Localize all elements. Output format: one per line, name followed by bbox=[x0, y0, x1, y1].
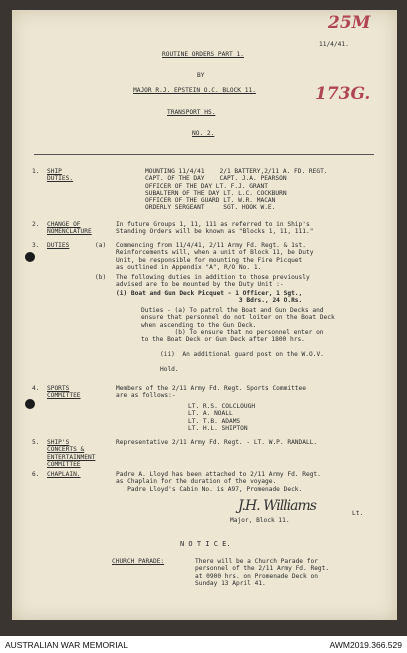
section-3a-label: (a) bbox=[95, 242, 107, 249]
section-2-heading: CHANGE OF NOMENCLATURE bbox=[47, 221, 92, 236]
section-1-heading: SHIP DUTIES. bbox=[47, 168, 74, 183]
section-1-number: 1. bbox=[32, 168, 40, 175]
notice-heading: N O T I C E. bbox=[180, 540, 231, 548]
handwritten-reference: 173G. bbox=[315, 84, 371, 104]
order-date: 11/4/41. bbox=[319, 41, 349, 48]
section-2-number: 2. bbox=[32, 221, 40, 228]
binder-hole-bottom bbox=[25, 399, 35, 409]
section-5-number: 5. bbox=[32, 439, 40, 446]
section-5-body: Representative 2/11 Army Fd. Regt. - LT. W.P. RANDALL. bbox=[116, 439, 318, 446]
church-parade-body: There will be a Church Parade for personnel of the 2/11 Army Fd. Regt. at 0900 hrs. on Promenade Deck on Sunday 13 April 41. bbox=[195, 558, 330, 587]
by-line: BY bbox=[197, 72, 205, 79]
document-title: ROUTINE ORDERS PART 1. bbox=[162, 51, 244, 58]
section-6-heading: CHAPLAIN. bbox=[47, 471, 81, 478]
commander-line: MAJOR R.J. EPSTEIN O.C. BLOCK 11. bbox=[133, 87, 256, 94]
sports-committee-members: LT. R.S. COLCLOUGH LT. A. NOALL LT. T.B. ADAMS LT. H.L. SHIPTON bbox=[188, 403, 256, 432]
section-4-body: Members of the 2/11 Army Fd. Regt. Sports Committee are as follows:- bbox=[116, 385, 306, 400]
section-3-heading: DUTIES bbox=[47, 242, 70, 249]
section-3b-body: The following duties in addition to those previously advised are to be mounted by the Duty Unit :- bbox=[116, 274, 310, 289]
order-number: NO. 2. bbox=[192, 130, 215, 137]
handwritten-number: 25M bbox=[328, 13, 371, 33]
signatory-title: Major, Block 11. bbox=[230, 517, 290, 524]
section-3-number: 3. bbox=[32, 242, 40, 249]
section-4-heading: SPORTS COMMITTEE bbox=[47, 385, 81, 400]
archive-reference: AWM2019.366.529 bbox=[329, 639, 402, 650]
signature-suffix: Lt. bbox=[352, 510, 364, 517]
section-6-number: 6. bbox=[32, 471, 40, 478]
section-3a-body: Commencing from 11/4/41, 2/11 Army Fd. Regt. & 1st. Reinforcements will, when a unit of Block 11, be Duty Unit, be responsible for mounting the Fire Picquet as outlined in Appendix "A", R/O No. 1. bbox=[116, 242, 314, 271]
section-6-body: Padre A. Lloyd has been attached to 2/11 Army Fd. Regt. as Chaplain for the duration of the voyage. Padre Lloyd's Cabin No. is A97, Promenade Deck. bbox=[116, 471, 321, 493]
section-2-body: In future Groups 1, 11, 111 as referred to in Ship's Standing Orders will be known as "Blocks 1, 11, 111." bbox=[116, 221, 314, 236]
section-3-additional-guard: (ii) An additional guard post on the W.O.V. Hold. bbox=[160, 351, 324, 373]
section-4-number: 4. bbox=[32, 385, 40, 392]
section-5-heading: SHIP'S CONCERTS & ENTERTAINMENT COMMITTEE bbox=[47, 439, 96, 468]
binder-hole-top bbox=[25, 252, 35, 262]
section-1-body: MOUNTING 11/4/41 2/1 BATTERY,2/11 A. FD. REGT. CAPT. OF THE DAY CAPT. J.A. PEARSON OFFICER OF THE DAY LT. F.J. GRANT SUBALTERN OF THE DAY LT. L.C. COCKBURN OFFICER OF THE GUARD LT. W.R. MACAN ORDERLY SERGEANT SGT. HOOK W.E. bbox=[145, 168, 328, 212]
document-page bbox=[12, 10, 397, 620]
church-parade-label: CHURCH PARADE: bbox=[112, 558, 165, 565]
section-3-picquet-duties: Duties - (a) To patrol the Boat and Gun Decks and ensure that personnel do not loiter on the Boat Deck when ascending to the Gun Deck. (b) To ensure that no personnel enter on to the Boat Deck or Gun Deck after 1800 hrs. bbox=[141, 307, 335, 344]
archive-name: AUSTRALIAN WAR MEMORIAL bbox=[5, 639, 128, 650]
transport-line: TRANSPORT HS. bbox=[167, 109, 216, 116]
section-3b-label: (b) bbox=[95, 274, 107, 281]
section-3-picquet: (i) Boat and Gun Deck Picquet - 1 Officer, 1 Sgt., 3 Bdrs., 24 O.Rs. bbox=[116, 290, 303, 305]
signature: J.H. Williams bbox=[238, 498, 316, 514]
archive-footer bbox=[0, 636, 407, 653]
header-divider bbox=[34, 154, 374, 155]
